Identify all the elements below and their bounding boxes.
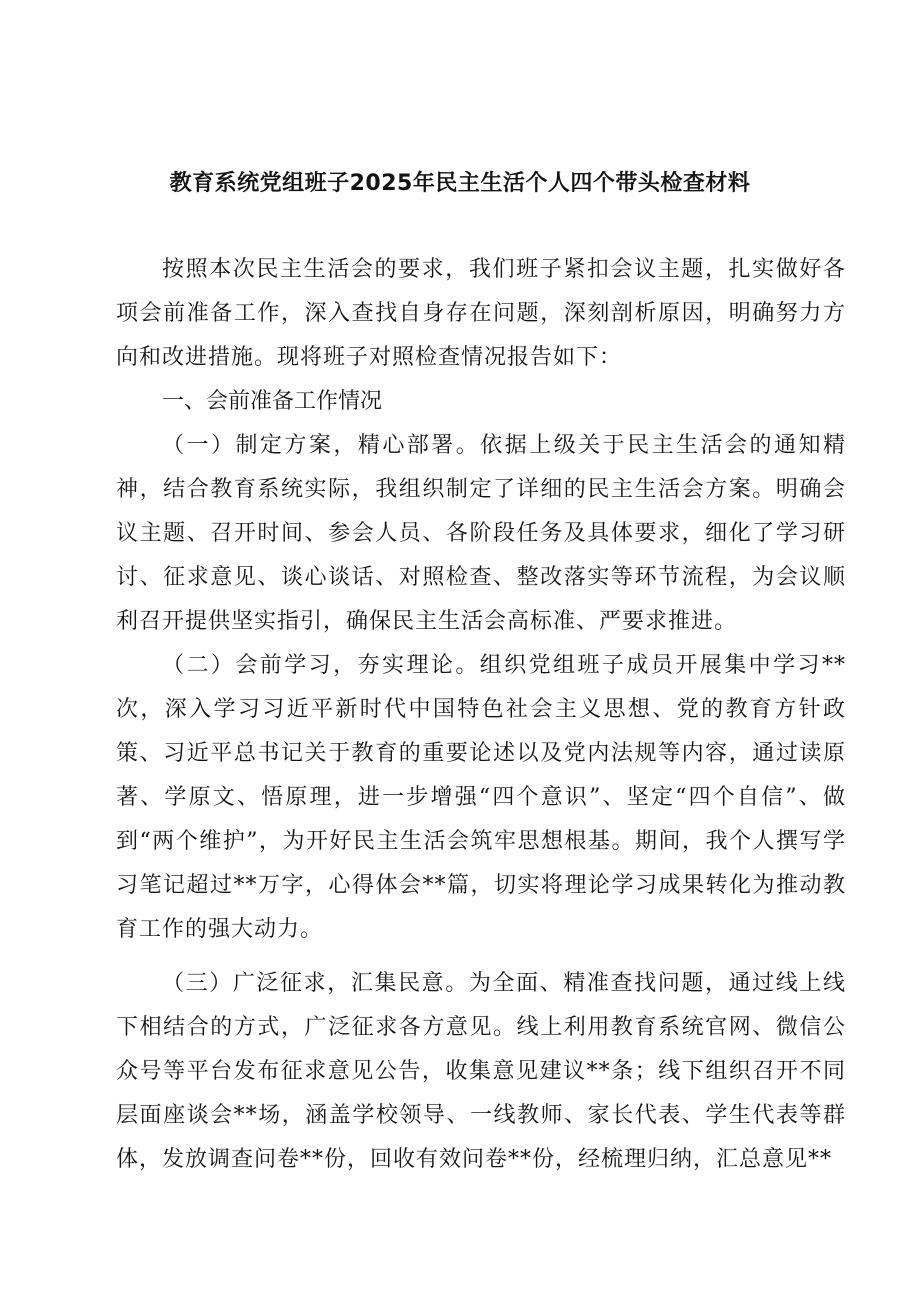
document-body [116,248,846,1182]
section-heading: 一、会前准备工作情况 [162,389,383,414]
body-paragraph: （一）制定方案，精心部署。依据上级关于民主生活会的通知精神，结合教育系统实际，我组织制定了详细的民主生活会方案。明确会议主题、召开时间、参会人员、各阶段任务及具体要求，细化了学习研讨、征求意见、谈心谈话、对照检查、整改落实等环节流程，为会议顺利召开提供坚实指引，确保民主生活会高标准、严要求推进。 [116,433,846,634]
paragraph-gap [116,952,846,962]
intro-paragraph: 按照本次民主生活会的要求，我们班子紧扣会议主题，扎实做好各项会前准备工作，深入查找自身存在问题，深刻剖析原因，明确努力方向和改进措施。现将班子对照检查情况报告如下： [116,257,846,370]
body-paragraph: （三）广泛征求，汇集民意。为全面、精准查找问题，通过线上线下相结合的方式，广泛征求各方意见。线上利用教育系统官网、微信公众号等平台发布征求意见公告，收集意见建议**条；线下组织召开不同层面座谈会**场，涵盖学校领导、一线教师、家长代表、学生代表等群体，发放调查问卷**份，回收有效问卷**份，经梳理归纳，汇总意见** [116,971,846,1172]
document-title: 教育系统党组班子2025年民主生活个人四个带头检查材料 [169,171,751,196]
body-paragraph: （二）会前学习，夯实理论。组织党组班子成员开展集中学习**次，深入学习习近平新时代中国特色社会主义思想、党的教育方针政策、习近平总书记关于教育的重要论述以及党内法规等内容，通过读原著、学原文、悟原理，进一步增强“四个意识”、坚定“四个自信”、做到“两个维护”，为开好民主生活会筑牢思想根基。期间，我个人撰写学习笔记超过**万字，心得体会**篇，切实将理论学习成果转化为推动教育工作的强大动力。 [116,653,846,942]
